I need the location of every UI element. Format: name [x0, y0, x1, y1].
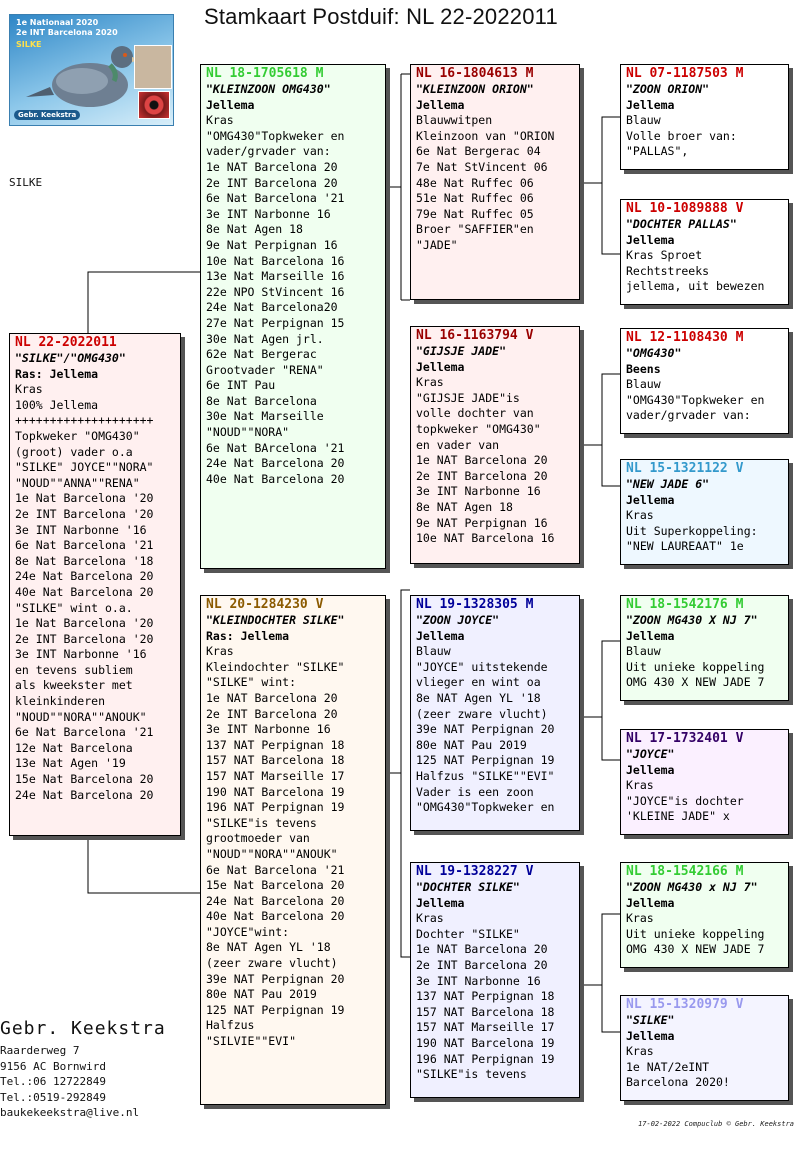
detail-line: 1e NAT Barcelona 20 — [416, 453, 548, 468]
detail-line: 196 NAT Perpignan 19 — [206, 800, 345, 815]
detail-line: jellema, uit bewezen — [626, 279, 765, 294]
pigeon-name: "ZOON ORION" — [626, 82, 710, 96]
detail-line: Uit Superkoppeling: — [626, 523, 758, 538]
breed: Jellema — [626, 492, 675, 507]
detail-line: 1e NAT Barcelona 20 — [206, 690, 338, 705]
detail-line: 24e Nat Barcelona 20 — [15, 787, 154, 802]
pigeon-name: "SILKE" — [626, 1013, 675, 1027]
detail-line: (zeer zware vlucht) — [206, 956, 338, 971]
ring-number: NL 19-1328227 V — [416, 864, 534, 879]
detail-line: "OMG430"Topkweker en — [416, 800, 555, 815]
detail-line: "SILVIE""EVI" — [206, 1034, 297, 1049]
detail-line: "SILKE" wint o.a. — [15, 600, 133, 615]
detail-line: "JOYCE"wint: — [206, 924, 290, 939]
card-dam-dam — [410, 862, 580, 1098]
details — [15, 382, 175, 803]
detail-line: als kweekster met — [15, 678, 133, 693]
owner-address-1: Raarderweg 7 — [0, 1044, 80, 1057]
logo-tag: Gebr. Keekstra — [14, 110, 80, 120]
detail-line: 3e INT Narbonne 16 — [416, 973, 541, 988]
detail-line: 125 NAT Perpignan 19 — [416, 753, 555, 768]
detail-line: 24e Nat Barcelona20 — [206, 300, 338, 315]
pigeon-name: "ZOON JOYCE" — [416, 613, 500, 627]
ring-number: NL 16-1163794 V — [416, 328, 534, 343]
detail-line: "NEW LAUREAAT" 1e — [626, 539, 744, 554]
detail-line: Kras — [416, 911, 444, 926]
detail-line: Blauw — [626, 113, 661, 128]
detail-line: Kras — [626, 1044, 654, 1059]
detail-line: 6e Nat Barcelona '21 — [206, 862, 345, 877]
detail-line: Blauwwitpen — [416, 113, 493, 128]
detail-line: ++++++++++++++++++++ — [15, 413, 154, 428]
detail-line: vlieger en wint oa — [416, 675, 541, 690]
pigeon-name: "KLEINDOCHTER SILKE" — [206, 613, 345, 627]
card-dam — [200, 595, 386, 1105]
breed: Jellema — [626, 895, 675, 910]
owner-name: Gebr. Keekstra — [0, 1018, 166, 1039]
ring-number: NL 15-1321122 V — [626, 461, 744, 476]
details — [416, 375, 574, 547]
detail-line: Kleindochter "SILKE" — [206, 659, 345, 674]
detail-line: grootmoeder van — [206, 831, 310, 846]
detail-line: Grootvader "RENA" — [206, 362, 324, 377]
detail-line: 1e NAT/2eINT — [626, 1059, 710, 1074]
detail-line: 190 NAT Barcelona 19 — [416, 1035, 555, 1050]
detail-line: 80e NAT Pau 2019 — [206, 987, 317, 1002]
detail-line: 22e NPO StVincent 16 — [206, 284, 345, 299]
detail-line: Barcelona 2020! — [626, 1075, 730, 1090]
detail-line: en tevens subliem — [15, 662, 133, 677]
card-dam-dam-sire — [620, 862, 789, 968]
breed: Ras: Jellema — [15, 366, 99, 381]
detail-line: 3e INT Narbonne 16 — [416, 484, 541, 499]
ring-number: NL 18-1542176 M — [626, 597, 744, 612]
detail-line: Dochter "SILKE" — [416, 926, 520, 941]
detail-line: 137 NAT Perpignan 18 — [416, 989, 555, 1004]
detail-line: "NOUD""NORA""ANOUK" — [206, 846, 338, 861]
pigeon-name: "KLEINZOON OMG430" — [206, 82, 331, 96]
detail-line: Blauw — [416, 644, 451, 659]
breed: Beens — [626, 361, 661, 376]
detail-line: 2e INT Barcelona 20 — [206, 175, 338, 190]
detail-line: Halfzus — [206, 1018, 255, 1033]
detail-line: 48e Nat Ruffec 06 — [416, 175, 534, 190]
card-sire-sire-dam — [620, 199, 789, 305]
detail-line: "SILKE"is tevens — [206, 815, 317, 830]
detail-line: 125 NAT Perpignan 19 — [206, 1002, 345, 1017]
detail-line: Kras Sproet — [626, 248, 703, 263]
breed: Jellema — [416, 895, 465, 910]
detail-line: 24e Nat Barcelona 20 — [15, 569, 154, 584]
detail-line: "SILKE"is tevens — [416, 1067, 527, 1082]
pigeon-name: "DOCHTER PALLAS" — [626, 217, 737, 231]
detail-line: 8e Nat Agen 18 — [206, 222, 303, 237]
detail-line: Broer "SAFFIER"en — [416, 222, 534, 237]
details — [416, 911, 574, 1083]
detail-line: Halfzus "SILKE""EVI" — [416, 768, 555, 783]
detail-line: 7e Nat StVincent 06 — [416, 159, 548, 174]
detail-line: 157 NAT Barcelona 18 — [416, 1004, 555, 1019]
detail-line: 6e Nat Barcelona '21 — [15, 538, 154, 553]
pigeon-name: "OMG430" — [626, 346, 682, 360]
ring-number: NL 12-1108430 M — [626, 330, 744, 345]
detail-line: Topkweker "OMG430" — [15, 428, 140, 443]
detail-line: kleinkinderen — [15, 694, 106, 709]
detail-line: 157 NAT Marseille 17 — [416, 1020, 555, 1035]
breed: Jellema — [416, 359, 465, 374]
detail-line: "JOYCE" uitstekende — [416, 659, 548, 674]
detail-line: OMG 430 X NEW JADE 7 — [626, 942, 765, 957]
pigeon-name: "GIJSJE JADE" — [416, 344, 507, 358]
detail-line: en vader van — [416, 437, 500, 452]
detail-line: "PALLAS", — [626, 144, 689, 159]
detail-line: 27e Nat Perpignan 15 — [206, 315, 345, 330]
detail-line: Kleinzoon van "ORION — [416, 128, 555, 143]
detail-line: 2e INT Barcelona 20 — [416, 468, 548, 483]
ring-number: NL 07-1187503 M — [626, 66, 744, 81]
footer-credit: 17-02-2022 Compuclub © Gebr. Keekstra — [638, 1120, 794, 1128]
detail-line: 15e Nat Barcelona 20 — [15, 772, 154, 787]
detail-line: 30e Nat Marseille — [206, 409, 324, 424]
detail-line: vader/grvader van: — [626, 408, 751, 423]
detail-line: 6e Nat BArcelona '21 — [206, 440, 345, 455]
ring-number: NL 19-1328305 M — [416, 597, 534, 612]
detail-line: 12e Nat Barcelona — [15, 740, 133, 755]
details — [416, 644, 574, 816]
detail-line: Kras — [15, 382, 43, 397]
detail-line: 157 NAT Marseille 17 — [206, 768, 345, 783]
owner-tel-2: Tel.:0519-292849 — [0, 1090, 106, 1104]
detail-line: Kras — [626, 911, 654, 926]
detail-line: Blauw — [626, 377, 661, 392]
pigeon-name: "ZOON MG430 x NJ 7" — [626, 880, 758, 894]
detail-line: 3e INT Narbonne '16 — [15, 647, 147, 662]
detail-line: "NOUD""ANNA""RENA" — [15, 475, 140, 490]
detail-line: Volle broer van: — [626, 128, 737, 143]
ring-number: NL 22-2022011 — [15, 335, 117, 350]
pigeon-name: "NEW JADE 6" — [626, 477, 710, 491]
pigeon-name: "KLEINZOON ORION" — [416, 82, 534, 96]
details — [206, 644, 380, 1049]
ring-number: NL 15-1320979 V — [626, 997, 744, 1012]
detail-line: "JOYCE"is dochter — [626, 793, 744, 808]
detail-line: "JADE" — [416, 237, 458, 252]
detail-line: vader/grvader van: — [206, 144, 331, 159]
owner-tel-1: Tel.:06 12722849 — [0, 1075, 106, 1088]
breed: Jellema — [626, 1028, 675, 1043]
detail-line: Uit unieke koppeling — [626, 659, 765, 674]
detail-line: 157 NAT Barcelona 18 — [206, 753, 345, 768]
detail-line: 30e Nat Agen jrl. — [206, 331, 324, 346]
detail-line: volle dochter van — [416, 406, 534, 421]
breed: Jellema — [416, 97, 465, 112]
card-dam-dam-dam — [620, 995, 789, 1101]
detail-line: 1e NAT Barcelona 20 — [416, 942, 548, 957]
detail-line: 62e Nat Bergerac — [206, 347, 317, 362]
detail-line: (zeer zware vlucht) — [416, 706, 548, 721]
detail-line: 1e Nat Barcelona '20 — [15, 616, 154, 631]
detail-line: 2e INT Barcelona '20 — [15, 506, 154, 521]
card-sire-sire-sire — [620, 64, 789, 170]
detail-line: 190 NAT Barcelona 19 — [206, 784, 345, 799]
breed: Jellema — [626, 628, 675, 643]
ring-number: NL 18-1542166 M — [626, 864, 744, 879]
detail-line: 24e Nat Barcelona 20 — [206, 456, 345, 471]
detail-line: Blauw — [626, 644, 661, 659]
detail-line: 196 NAT Perpignan 19 — [416, 1051, 555, 1066]
breed: Jellema — [626, 232, 675, 247]
detail-line: Kras — [626, 508, 654, 523]
detail-line: Rechtstreeks — [626, 263, 710, 278]
detail-line: 10e NAT Barcelona 16 — [416, 531, 555, 546]
detail-line: 9e Nat Perpignan 16 — [206, 237, 338, 252]
ring-number: NL 16-1804613 M — [416, 66, 534, 81]
details — [416, 113, 574, 253]
detail-line: (groot) vader o.a — [15, 444, 133, 459]
owner-block — [0, 1017, 166, 1121]
detail-line: 1e NAT Barcelona 20 — [206, 159, 338, 174]
detail-line: 39e NAT Perpignan 20 — [206, 971, 345, 986]
detail-line: 15e Nat Barcelona 20 — [206, 878, 345, 893]
detail-line: 3e INT Narbonne '16 — [15, 522, 147, 537]
detail-line: 8e Nat Barcelona '18 — [15, 553, 154, 568]
page-title: Stamkaart Postduif: NL 22-2022011 — [204, 4, 558, 29]
detail-line: Kras — [206, 644, 234, 659]
detail-line: 51e Nat Ruffec 06 — [416, 191, 534, 206]
card-dam-sire-sire — [620, 595, 789, 701]
breed: Jellema — [206, 97, 255, 112]
detail-line: 6e INT Pau — [206, 378, 276, 393]
detail-line: "OMG430"Topkweker en — [626, 392, 765, 407]
logo-line-1: 1e Nationaal 2020 — [16, 18, 99, 27]
owner-address-2: 9156 AC Bornwird — [0, 1059, 106, 1073]
card-sire-dam-sire — [620, 328, 789, 434]
detail-line: "NOUD""NORA""ANOUK" — [15, 709, 147, 724]
pigeon-name: "JOYCE" — [626, 747, 675, 761]
detail-line: 2e INT Barcelona '20 — [15, 631, 154, 646]
detail-line: "SILKE" wint: — [206, 675, 297, 690]
ring-number: NL 18-1705618 M — [206, 66, 324, 81]
ring-number: NL 17-1732401 V — [626, 731, 744, 746]
breed: Jellema — [416, 628, 465, 643]
breed: Jellema — [626, 762, 675, 777]
ring-number: NL 10-1089888 V — [626, 201, 744, 216]
detail-line: 10e Nat Barcelona 16 — [206, 253, 345, 268]
card-sire-dam — [410, 326, 580, 564]
breed: Ras: Jellema — [206, 628, 290, 643]
detail-line: 8e NAT Agen YL '18 — [416, 690, 541, 705]
detail-line: 137 NAT Perpignan 18 — [206, 737, 345, 752]
card-sire — [200, 64, 386, 569]
detail-line: 2e INT Barcelona 20 — [206, 706, 338, 721]
ring-number: NL 20-1284230 V — [206, 597, 324, 612]
detail-line: Kras — [206, 113, 234, 128]
detail-line: 6e Nat Barcelona '21 — [15, 725, 154, 740]
detail-line: 3e INT Narbonne 16 — [206, 722, 331, 737]
detail-line: 80e NAT Pau 2019 — [416, 737, 527, 752]
detail-line: 40e Nat Barcelona 20 — [15, 584, 154, 599]
owner-email[interactable]: baukekeekstra@live.nl — [0, 1106, 140, 1119]
detail-line: "NOUD""NORA" — [206, 425, 290, 440]
detail-line: 100% Jellema — [15, 397, 99, 412]
pigeon-name: "DOCHTER SILKE" — [416, 880, 520, 894]
detail-line: 2e INT Barcelona 20 — [416, 957, 548, 972]
detail-line: 40e Nat Barcelona 20 — [206, 471, 345, 486]
detail-line: 9e NAT Perpignan 16 — [416, 515, 548, 530]
detail-line: 24e Nat Barcelona 20 — [206, 893, 345, 908]
detail-line: 'KLEINE JADE" x — [626, 809, 730, 824]
logo-line-3: SILKE — [16, 40, 42, 49]
card-dam-sire-dam — [620, 729, 789, 835]
side-label: SILKE — [9, 176, 43, 189]
detail-line: "SILKE" JOYCE""NORA" — [15, 460, 154, 475]
detail-line: topkweker "OMG430" — [416, 421, 541, 436]
card-sire-dam-dam — [620, 459, 789, 565]
detail-line: Vader is een zoon — [416, 784, 534, 799]
card-dam-sire — [410, 595, 580, 831]
pigeon-name: "SILKE"/"OMG430" — [15, 351, 126, 365]
pigeon-name: "ZOON MG430 X NJ 7" — [626, 613, 758, 627]
detail-line: Uit unieke koppeling — [626, 926, 765, 941]
logo-line-2: 2e INT Barcelona 2020 — [16, 28, 118, 37]
detail-line: Kras — [416, 375, 444, 390]
detail-line: 8e NAT Agen YL '18 — [206, 940, 331, 955]
detail-line: 13e Nat Agen '19 — [15, 756, 126, 771]
detail-line: 6e Nat Bergerac 04 — [416, 144, 541, 159]
detail-line: 13e Nat Marseille 16 — [206, 269, 345, 284]
details — [206, 113, 380, 487]
detail-line: 3e INT Narbonne 16 — [206, 206, 331, 221]
detail-line: 8e NAT Agen 18 — [416, 499, 513, 514]
detail-line: 39e NAT Perpignan 20 — [416, 722, 555, 737]
detail-line: 8e Nat Barcelona — [206, 393, 317, 408]
card-subject — [9, 333, 181, 836]
detail-line: "GIJSJE JADE"is — [416, 390, 520, 405]
detail-line: Kras — [626, 778, 654, 793]
detail-line: OMG 430 X NEW JADE 7 — [626, 675, 765, 690]
card-sire-sire — [410, 64, 580, 300]
detail-line: 6e Nat Barcelona '21 — [206, 191, 345, 206]
breed: Jellema — [626, 97, 675, 112]
detail-line: 79e Nat Ruffec 05 — [416, 206, 534, 221]
detail-line: 40e Nat Barcelona 20 — [206, 909, 345, 924]
detail-line: 1e Nat Barcelona '20 — [15, 491, 154, 506]
detail-line: "OMG430"Topkweker en — [206, 128, 345, 143]
